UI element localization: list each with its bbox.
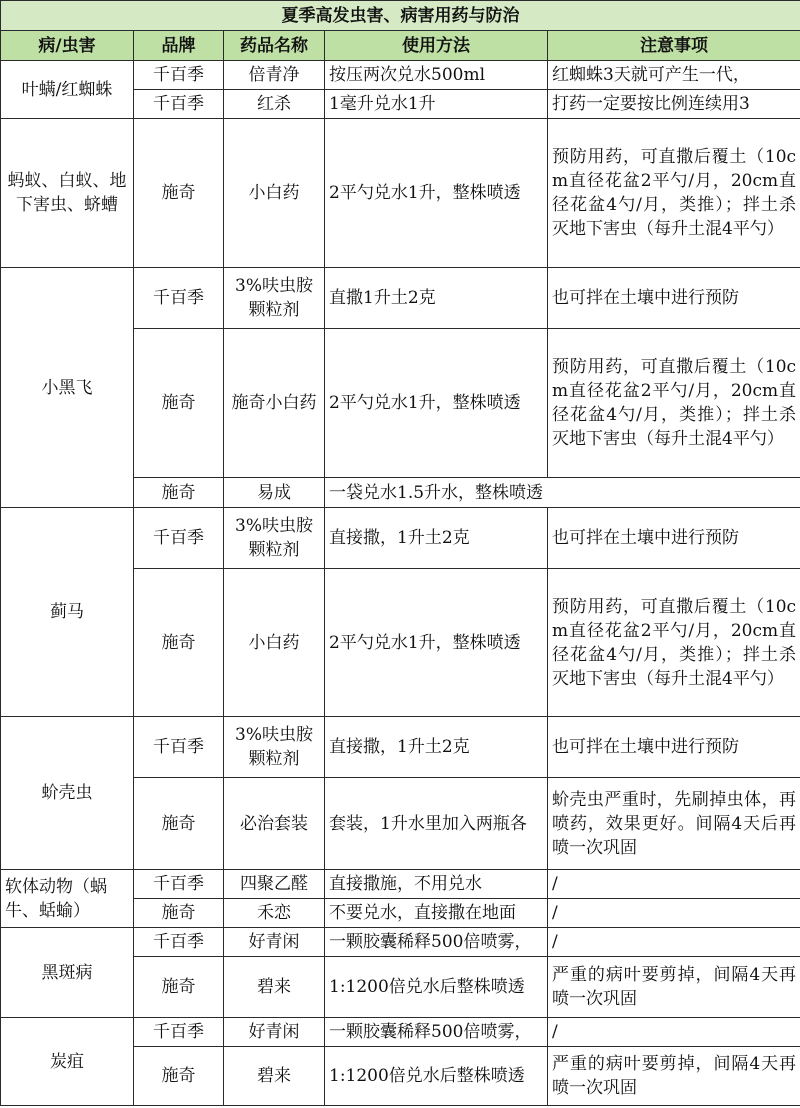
notes-cell: 红蜘蛛3天就可产生一代， xyxy=(548,61,800,90)
usage-cell: 1毫升兑水1升 xyxy=(325,90,548,119)
drug-cell: 易成 xyxy=(224,478,325,508)
pest-cell: 蓟马 xyxy=(1,508,134,717)
brand-cell: 施奇 xyxy=(134,778,224,870)
table-row xyxy=(1,928,800,957)
drug-cell: 施奇小白药 xyxy=(224,329,325,478)
usage-cell: 套装，1升水里加入两瓶各 xyxy=(325,778,548,870)
notes-cell: / xyxy=(548,870,800,899)
pest-cell: 软体动物（蜗牛、蛞蝓） xyxy=(1,870,134,928)
usage-cell: 1:1200倍兑水后整株喷透 xyxy=(325,1047,548,1106)
notes-cell: 打药一定要按比例连续用3 xyxy=(548,90,800,119)
usage-cell: 直接撒，1升土2克 xyxy=(325,717,548,778)
drug-cell: 四聚乙醛 xyxy=(224,870,325,899)
brand-cell: 施奇 xyxy=(134,119,224,268)
usage-cell: 2平勺兑水1升，整株喷透 xyxy=(325,119,548,268)
table-row xyxy=(1,508,800,569)
table-row xyxy=(1,268,800,329)
usage-cell: 1:1200倍兑水后整株喷透 xyxy=(325,957,548,1018)
pest-cell: 小黑飞 xyxy=(1,268,134,508)
usage-cell: 一袋兑水1.5升水，整株喷透 xyxy=(325,478,800,508)
table-row xyxy=(1,870,800,899)
drug-cell: 3%呋虫胺颗粒剂 xyxy=(224,268,325,329)
drug-cell: 小白药 xyxy=(224,569,325,717)
notes-cell: 预防用药，可直撒后覆土（10cm直径花盆2平勺/月，20cm直径花盆4勺/月，类推）；拌土杀灭地下害虫（每升土混4平勺） xyxy=(548,119,800,268)
header-pest: 病/虫害 xyxy=(1,31,134,61)
notes-cell: 严重的病叶要剪掉，间隔4天再喷一次巩固 xyxy=(548,957,800,1018)
usage-cell: 一颗胶囊稀释500倍喷雾， xyxy=(325,928,548,957)
usage-cell: 直接撒，1升土2克 xyxy=(325,508,548,569)
pest-cell: 黑斑病 xyxy=(1,928,134,1018)
usage-cell: 直接撒施，不用兑水 xyxy=(325,870,548,899)
brand-cell: 施奇 xyxy=(134,329,224,478)
drug-cell: 禾恋 xyxy=(224,899,325,928)
pest-cell: 蚧壳虫 xyxy=(1,717,134,870)
table-row xyxy=(1,119,800,268)
notes-cell: / xyxy=(548,899,800,928)
brand-cell: 施奇 xyxy=(134,899,224,928)
brand-cell: 施奇 xyxy=(134,478,224,508)
usage-cell: 按压两次兑水500ml xyxy=(325,61,548,90)
table-title: 夏季高发虫害、病害用药与防治 xyxy=(1,1,800,31)
drug-cell: 3%呋虫胺颗粒剂 xyxy=(224,717,325,778)
usage-cell: 不要兑水，直接撒在地面 xyxy=(325,899,548,928)
notes-cell: 蚧壳虫严重时，先刷掉虫体，再喷药，效果更好。间隔4天后再喷一次巩固 xyxy=(548,778,800,870)
brand-cell: 千百季 xyxy=(134,508,224,569)
drug-cell: 碧来 xyxy=(224,957,325,1018)
header-notes: 注意事项 xyxy=(548,31,800,61)
brand-cell: 千百季 xyxy=(134,268,224,329)
brand-cell: 千百季 xyxy=(134,1018,224,1047)
drug-cell: 好青闲 xyxy=(224,1018,325,1047)
header-brand: 品牌 xyxy=(134,31,224,61)
notes-cell: / xyxy=(548,928,800,957)
pest-cell: 叶螨/红蜘蛛 xyxy=(1,61,134,119)
usage-cell: 2平勺兑水1升，整株喷透 xyxy=(325,329,548,478)
header-drug: 药品名称 xyxy=(224,31,325,61)
brand-cell: 千百季 xyxy=(134,717,224,778)
drug-cell: 好青闲 xyxy=(224,928,325,957)
notes-cell: 严重的病叶要剪掉，间隔4天再喷一次巩固 xyxy=(548,1047,800,1106)
table-row xyxy=(1,1018,800,1047)
drug-cell: 倍青净 xyxy=(224,61,325,90)
usage-cell: 直撒1升土2克 xyxy=(325,268,548,329)
drug-cell: 红杀 xyxy=(224,90,325,119)
header-usage: 使用方法 xyxy=(325,31,548,61)
notes-cell: 也可拌在土壤中进行预防 xyxy=(548,717,800,778)
usage-cell: 一颗胶囊稀释500倍喷雾， xyxy=(325,1018,548,1047)
table-row xyxy=(1,61,800,90)
brand-cell: 施奇 xyxy=(134,1047,224,1106)
table-row xyxy=(1,717,800,778)
notes-cell: 预防用药，可直撒后覆土（10cm直径花盆2平勺/月，20cm直径花盆4勺/月，类推）；拌土杀灭地下害虫（每升土混4平勺） xyxy=(548,569,800,717)
drug-cell: 3%呋虫胺颗粒剂 xyxy=(224,508,325,569)
notes-cell: 也可拌在土壤中进行预防 xyxy=(548,268,800,329)
usage-cell: 2平勺兑水1升，整株喷透 xyxy=(325,569,548,717)
brand-cell: 施奇 xyxy=(134,957,224,1018)
drug-cell: 小白药 xyxy=(224,119,325,268)
notes-cell: / xyxy=(548,1018,800,1047)
notes-cell: 也可拌在土壤中进行预防 xyxy=(548,508,800,569)
brand-cell: 千百季 xyxy=(134,870,224,899)
brand-cell: 施奇 xyxy=(134,569,224,717)
notes-cell: 预防用药，可直撒后覆土（10cm直径花盆2平勺/月，20cm直径花盆4勺/月，类推）；拌土杀灭地下害虫（每升土混4平勺） xyxy=(548,329,800,478)
brand-cell: 千百季 xyxy=(134,61,224,90)
brand-cell: 千百季 xyxy=(134,928,224,957)
brand-cell: 千百季 xyxy=(134,90,224,119)
pest-cell: 蚂蚁、白蚁、地下害虫、蛴螬 xyxy=(1,119,134,268)
drug-cell: 必治套装 xyxy=(224,778,325,870)
pest-cell: 炭疽 xyxy=(1,1018,134,1106)
drug-cell: 碧来 xyxy=(224,1047,325,1106)
